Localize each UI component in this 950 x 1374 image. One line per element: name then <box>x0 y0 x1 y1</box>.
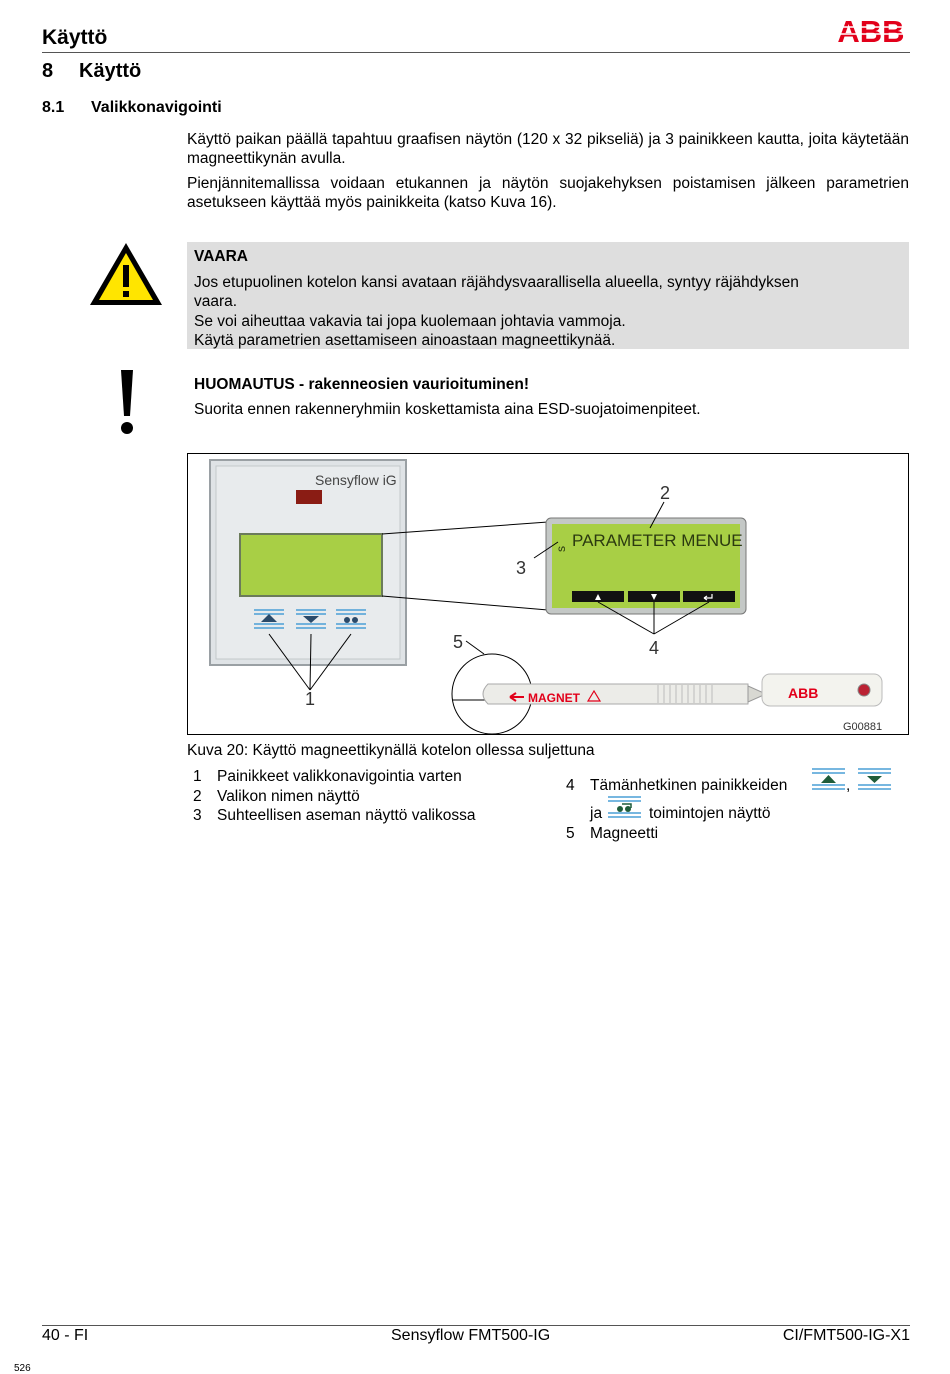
figure-caption: Kuva 20: Käyttö magneettikynällä kotelon ollessa suljettuna <box>187 742 595 759</box>
legend-num-4: 4 <box>566 777 575 794</box>
key-down-icon <box>858 767 891 791</box>
callout-1: 1 <box>305 689 316 709</box>
legend-num-1: 1 <box>193 768 202 785</box>
legend-text-4: Tämänhetkinen painikkeiden <box>590 777 788 794</box>
notice-title: HUOMAUTUS - rakenneosien vaurioituminen! <box>194 376 530 393</box>
footer-left: 40 - FI <box>42 1327 89 1344</box>
legend-text-2: Valikon nimen näyttö <box>217 788 360 805</box>
pen-brand: ABB <box>788 685 819 701</box>
danger-title: VAARA <box>194 248 248 265</box>
callout-2: 2 <box>660 483 671 503</box>
display-side-text: s <box>554 546 568 552</box>
figure-device <box>187 453 909 735</box>
warning-triangle-icon <box>88 241 164 307</box>
key-up-icon <box>812 767 845 791</box>
device-label: Sensyflow iG <box>315 472 397 488</box>
legend-text-5: Magneetti <box>590 825 659 842</box>
figure-illustration <box>188 454 909 735</box>
footer-rule <box>42 1325 910 1326</box>
footer-center: Sensyflow FMT500-IG <box>391 1327 551 1344</box>
subsection-title: Valikkonavigointi <box>91 99 222 116</box>
abb-logo-text: ABB <box>837 16 905 46</box>
section-number: 8 <box>42 60 54 82</box>
legend-text-3: Suhteellisen aseman näyttö valikossa <box>217 807 476 824</box>
legend-text-1: Painikkeet valikkonavigointia varten <box>217 768 462 785</box>
callout-3: 3 <box>516 558 527 578</box>
device-lcd <box>240 534 382 596</box>
magnet-pen-body <box>483 684 748 704</box>
abb-logo <box>832 16 910 46</box>
legend-num-3: 3 <box>193 807 202 824</box>
section-title: Käyttö <box>79 60 142 82</box>
danger-line-3: Se voi aiheuttaa vakavia tai jopa kuolemaan johtavia vammoja. <box>194 313 626 330</box>
footer-right: CI/FMT500-IG-X1 <box>782 1327 910 1344</box>
legend-num-5: 5 <box>566 825 575 842</box>
pen-magnet-text: MAGNET <box>528 691 580 705</box>
notice-text: Suorita ennen rakenneryhmiin koskettamista aina ESD-suojatoimenpiteet. <box>194 401 701 418</box>
page-number: 526 <box>14 1363 31 1374</box>
danger-line-2: vaara. <box>194 293 238 310</box>
exclamation-icon <box>112 368 142 436</box>
legend-comma: , <box>846 777 851 794</box>
header-rule <box>42 52 910 53</box>
danger-line-1: Jos etupuolinen kotelon kansi avataan räjähdysvaarallisella alueella, syntyy räjähdyksen <box>194 274 799 291</box>
softkey-enter <box>683 591 735 602</box>
paragraph-1: Käyttö paikan päällä tapahtuu graafisen näytön (120 x 32 pikseliä) ja 3 painikkeen kautta, joita käytetään magneettikynän avulla. <box>187 131 909 167</box>
header-title: Käyttö <box>42 26 108 49</box>
paragraph-2: Pienjännitemallissa voidaan etukannen ja näytön suojakehyksen poistamisen jälkeen parametrien asetukseen käyttää myös painikkeita (katso Kuva 16). <box>187 175 909 211</box>
display-text: PARAMETER MENUE <box>572 531 743 550</box>
legend-num-2: 2 <box>193 788 202 805</box>
legend-ja: ja <box>590 805 603 822</box>
callout-4: 4 <box>649 638 660 658</box>
key-enter-icon <box>608 795 641 819</box>
subsection-number: 8.1 <box>42 99 65 116</box>
figure-code: G00881 <box>843 721 883 733</box>
callout-5: 5 <box>453 632 464 652</box>
danger-line-4: Käytä parametrien asettamiseen ainoastaan magneettikynää. <box>194 332 616 349</box>
legend-text-4-tail: toimintojen näyttö <box>649 805 771 822</box>
device-led <box>296 490 322 504</box>
